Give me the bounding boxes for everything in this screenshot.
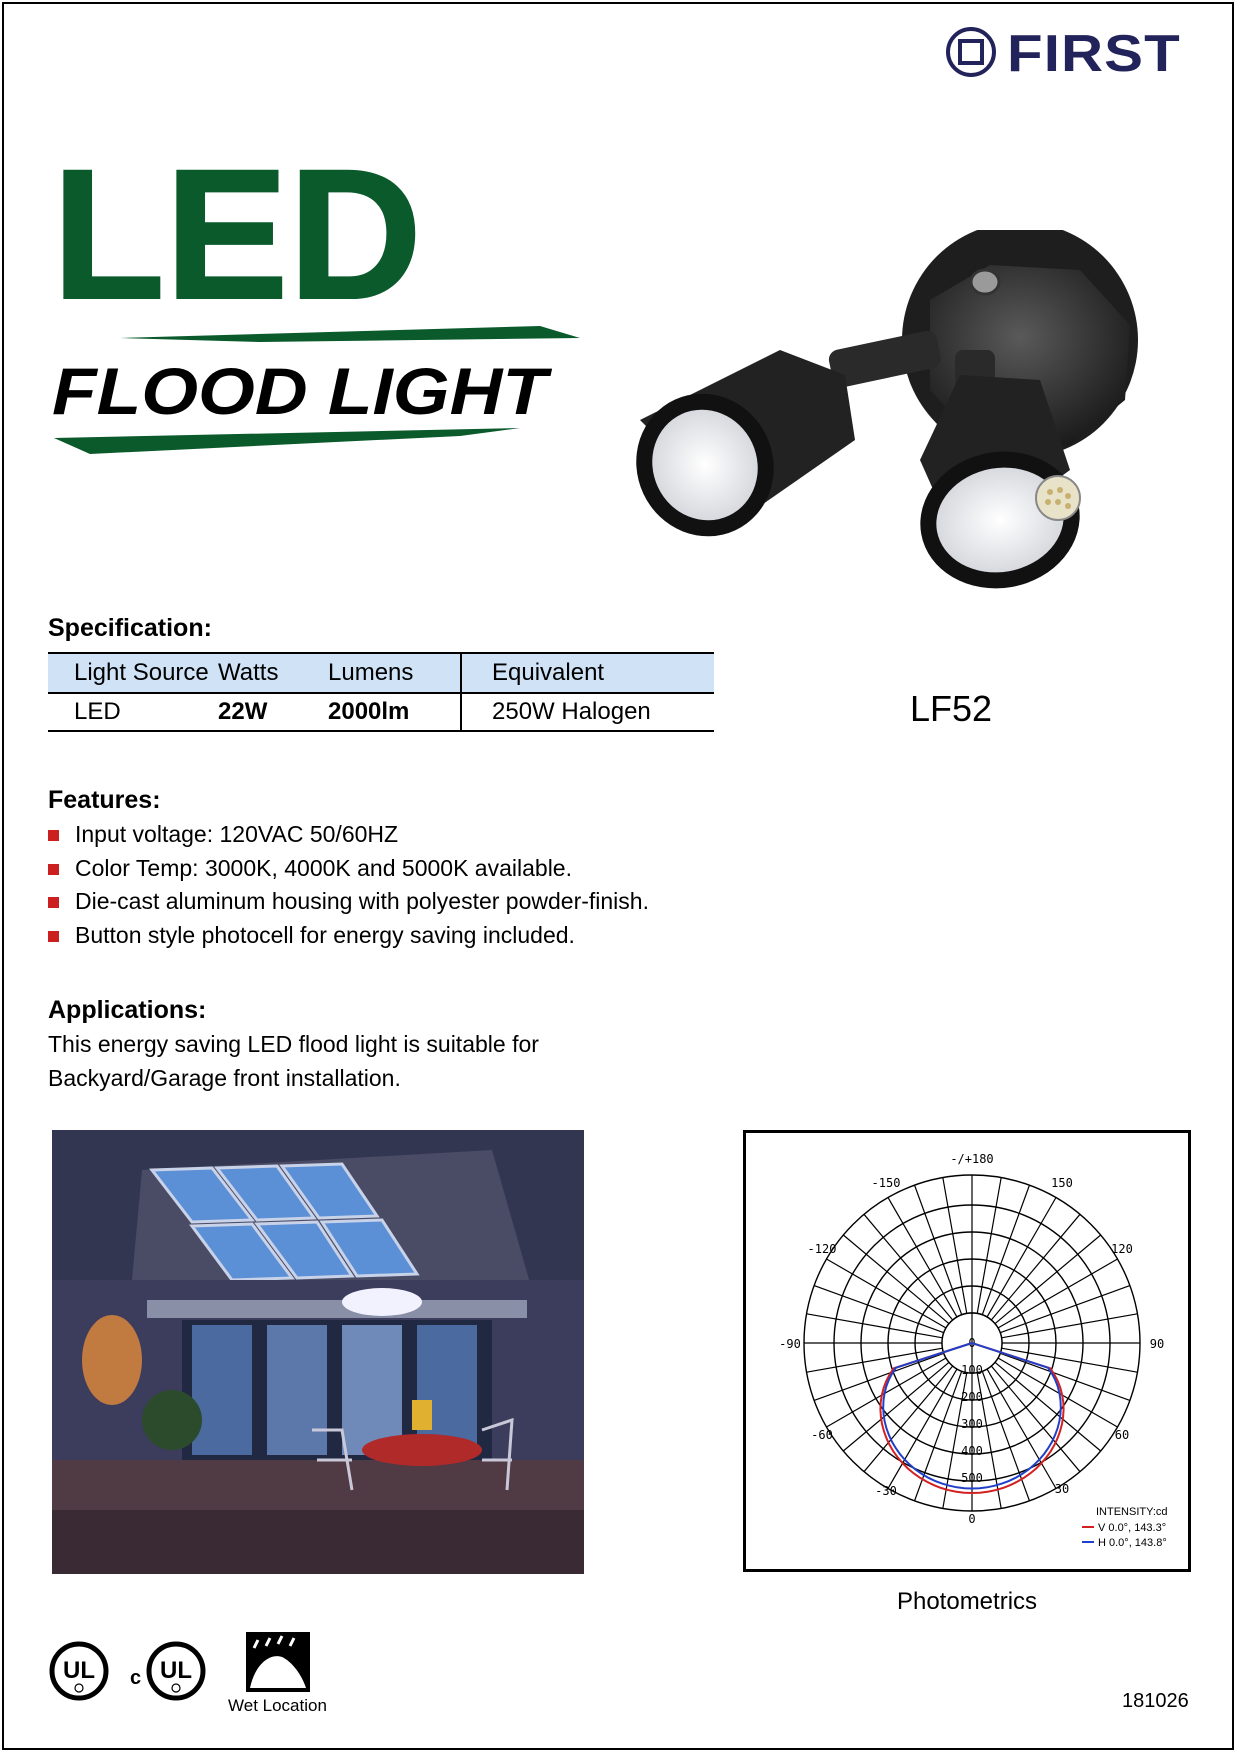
spec-source: LED [48,693,218,731]
angle-label: -/+180 [950,1152,994,1166]
grid-spoke [888,1198,957,1318]
spec-watts: 22W [218,693,328,731]
spec-table [48,652,714,732]
grid-spoke [1000,1353,1130,1400]
svg-text:c: c [130,1667,142,1689]
led-chip [1036,476,1080,520]
bullet-icon [48,897,59,908]
grid-spoke [827,1358,947,1427]
grid-spoke [995,1235,1101,1324]
spec-data-row [48,693,714,731]
features-list [48,818,649,952]
grid-spoke [814,1353,944,1400]
spec-header-watts: Watts [218,653,328,693]
top-swoosh [120,326,580,342]
grid-spoke [864,1214,953,1320]
brand-name: FIRST [1007,25,1181,83]
title-flood-text: FLOOD LIGHT [52,354,553,428]
title-flood-light [50,318,590,458]
grid-spoke [998,1358,1118,1427]
grid-spoke [991,1214,1080,1320]
applications-heading: Applications: [48,996,207,1024]
angle-label: -150 [871,1176,901,1190]
grid-spoke [843,1362,949,1451]
grid-spoke [987,1198,1056,1318]
doc-number: 181026 [1122,1690,1189,1712]
intensity-label: 500 [961,1471,983,1485]
intensity-label: 0 [968,1336,976,1350]
angle-label: -90 [779,1337,801,1351]
spec-heading: Specification: [48,614,212,642]
spec-lumens: 2000lm [328,693,461,731]
angle-label: -30 [875,1484,897,1498]
grid-spoke [1002,1314,1138,1338]
angle-label: -60 [811,1428,833,1442]
grid-spoke [982,1185,1029,1315]
application-photo [52,1130,584,1574]
svg-text:UL: UL [63,1657,95,1684]
legend-title: INTENSITY:cd [1096,1506,1168,1518]
grid-spoke [864,1366,953,1472]
ul-mark-icon [48,1640,110,1702]
model-number: LF52 [910,688,993,729]
list-item: Die-cast aluminum housing with polyester powder-finish. [48,885,649,919]
angle-label: 150 [1051,1176,1073,1190]
list-item: Input voltage: 120VAC 50/60HZ [48,818,649,852]
grid-spoke [977,1178,1001,1314]
angle-label: 120 [1111,1242,1133,1256]
grid-spoke [1000,1286,1130,1333]
angle-label: 30 [1054,1482,1070,1496]
grid-spoke [991,1366,1080,1472]
grid-spoke [888,1369,957,1489]
grid-spoke [998,1259,1118,1328]
photometrics-caption: Photometrics [896,1588,1038,1615]
bottom-swoosh [54,428,520,454]
angle-label: 0 [968,1512,976,1526]
grid-spoke [843,1235,949,1324]
first-logo-icon [945,26,997,78]
grid-spoke [814,1286,944,1333]
legend-label: V 0.0°, 143.3° [1098,1522,1167,1534]
bullet-icon [48,931,59,942]
product-photo [630,230,1190,630]
spec-header-row [48,653,714,693]
grid-spoke [987,1369,1056,1489]
list-item: Button style photocell for energy saving included. [48,919,649,953]
intensity-label: 300 [961,1417,983,1431]
cul-mark-icon [130,1638,210,1704]
brand-logo [945,22,1195,82]
spec-header-equivalent: Equivalent [461,653,714,693]
angle-label: 90 [1149,1337,1165,1351]
legend-label: H 0.0°, 143.8° [1098,1537,1167,1549]
grid-spoke [915,1185,962,1315]
spec-equivalent: 250W Halogen [461,693,714,731]
title-led [48,140,428,310]
list-item: Color Temp: 3000K, 4000K and 5000K available. [48,852,649,886]
wet-location-label: Wet Location [228,1696,327,1715]
angle-label: 60 [1114,1428,1130,1442]
grid-spoke [827,1259,947,1328]
intensity-label: 400 [961,1444,983,1458]
grid-spoke [807,1314,943,1338]
spec-header-source: Light Source [48,653,218,693]
spec-header-lumens: Lumens [328,653,461,693]
angle-label: -120 [807,1242,837,1256]
features-heading: Features: [48,786,161,814]
intensity-label: 200 [961,1390,983,1404]
title-led-text: LED [52,140,422,310]
applications-text: This energy saving LED flood light is suitable for Backyard/Garage front installation. [48,1031,539,1091]
bullet-icon [48,830,59,841]
grid-spoke [943,1178,967,1314]
polar-chart [746,1133,1188,1569]
bullet-icon [48,864,59,875]
grid-spoke [995,1362,1101,1451]
wet-location-icon [244,1630,312,1694]
intensity-label: 100 [961,1363,983,1377]
svg-text:UL: UL [160,1657,192,1684]
photometrics-chart [743,1130,1191,1572]
